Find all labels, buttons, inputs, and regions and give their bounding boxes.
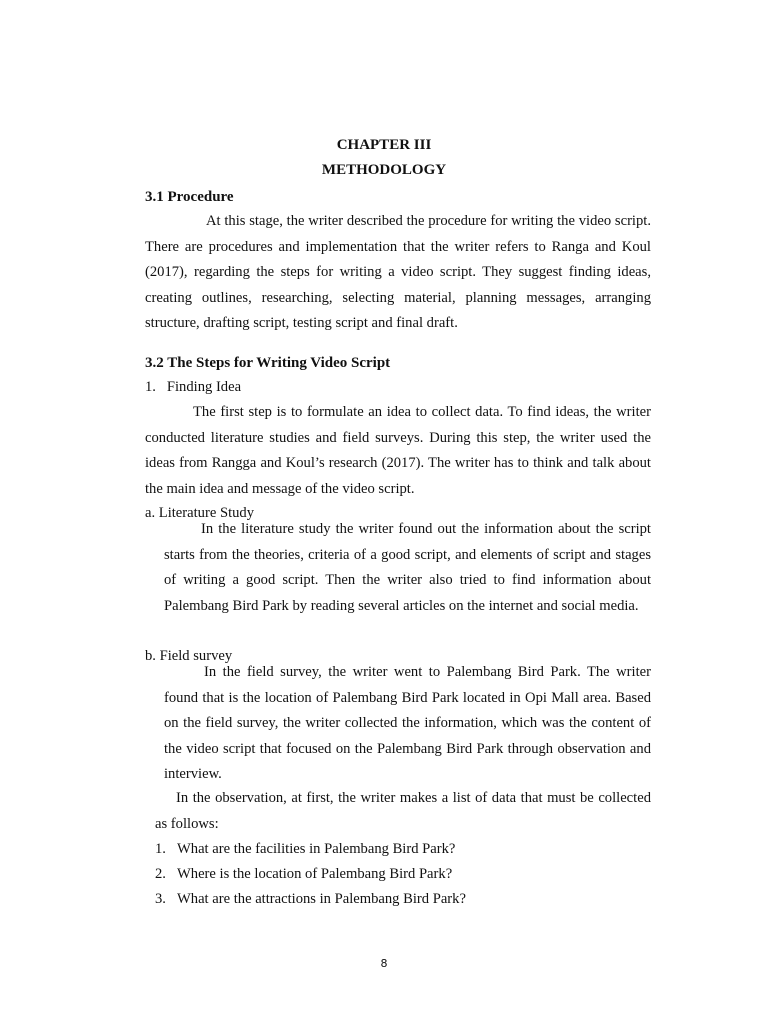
field-survey-paragraph: In the field survey, the writer went to Palembang Bird Park. The writer found that is the location of Palembang Bird Park located in Opi Mall area. Based on the field survey, the writer collected the information, which was the content of the video script that focused on the Palembang Bird Park through observation and interview. — [164, 664, 651, 782]
list-item-number: 1. — [155, 841, 166, 857]
list-item-text: What are the attractions in Palembang Bird Park? — [177, 891, 466, 907]
list-item-number: 2. — [155, 866, 166, 882]
procedure-paragraph: At this stage, the writer described the procedure for writing the video script. There are procedures and implementation that the writer refers to Ranga and Koul (2017), regarding the steps for writing a video script. They suggest finding ideas, creating outlines, researching, selecting material, planning messages, arranging structure, drafting script, testing script and final draft. — [145, 213, 651, 331]
list-item — [155, 841, 455, 858]
section-heading-procedure: 3.1 Procedure — [145, 189, 234, 205]
list-item-number: 3. — [155, 891, 166, 907]
list-item-text: Where is the location of Palembang Bird Park? — [177, 866, 453, 882]
step-label-finding-idea: 1. Finding Idea — [145, 379, 242, 395]
section-heading-steps: 3.2 The Steps for Writing Video Script — [145, 355, 391, 371]
observation-paragraph: In the observation, at first, the writer makes a list of data that must be collected as follows: — [155, 790, 651, 832]
chapter-title: METHODOLOGY — [321, 162, 447, 178]
literature-study-label: a. Literature Study — [145, 505, 255, 521]
finding-idea-paragraph: The first step is to formulate an idea to collect data. To find ideas, the writer conducted literature studies and field surveys. During this step, the writer used the ideas from Rangga and Koul’s research (2017). The writer has to think and talk about the main idea and message of the video script. — [145, 404, 651, 497]
list-item — [155, 891, 466, 908]
chapter-number: CHAPTER III — [336, 137, 432, 153]
list-item — [155, 866, 452, 883]
list-item-text: What are the facilities in Palembang Bird Park? — [177, 841, 456, 857]
field-survey-label: b. Field survey — [145, 648, 233, 664]
page-number: 8 — [380, 957, 388, 970]
literature-study-paragraph: In the literature study the writer found out the information about the script starts from the theories, criteria of a good script, and elements of script and stages of writing a good script. Then the writer also tried to find information about Palembang Bird Park by reading several articles on the internet and social media. — [164, 521, 651, 614]
